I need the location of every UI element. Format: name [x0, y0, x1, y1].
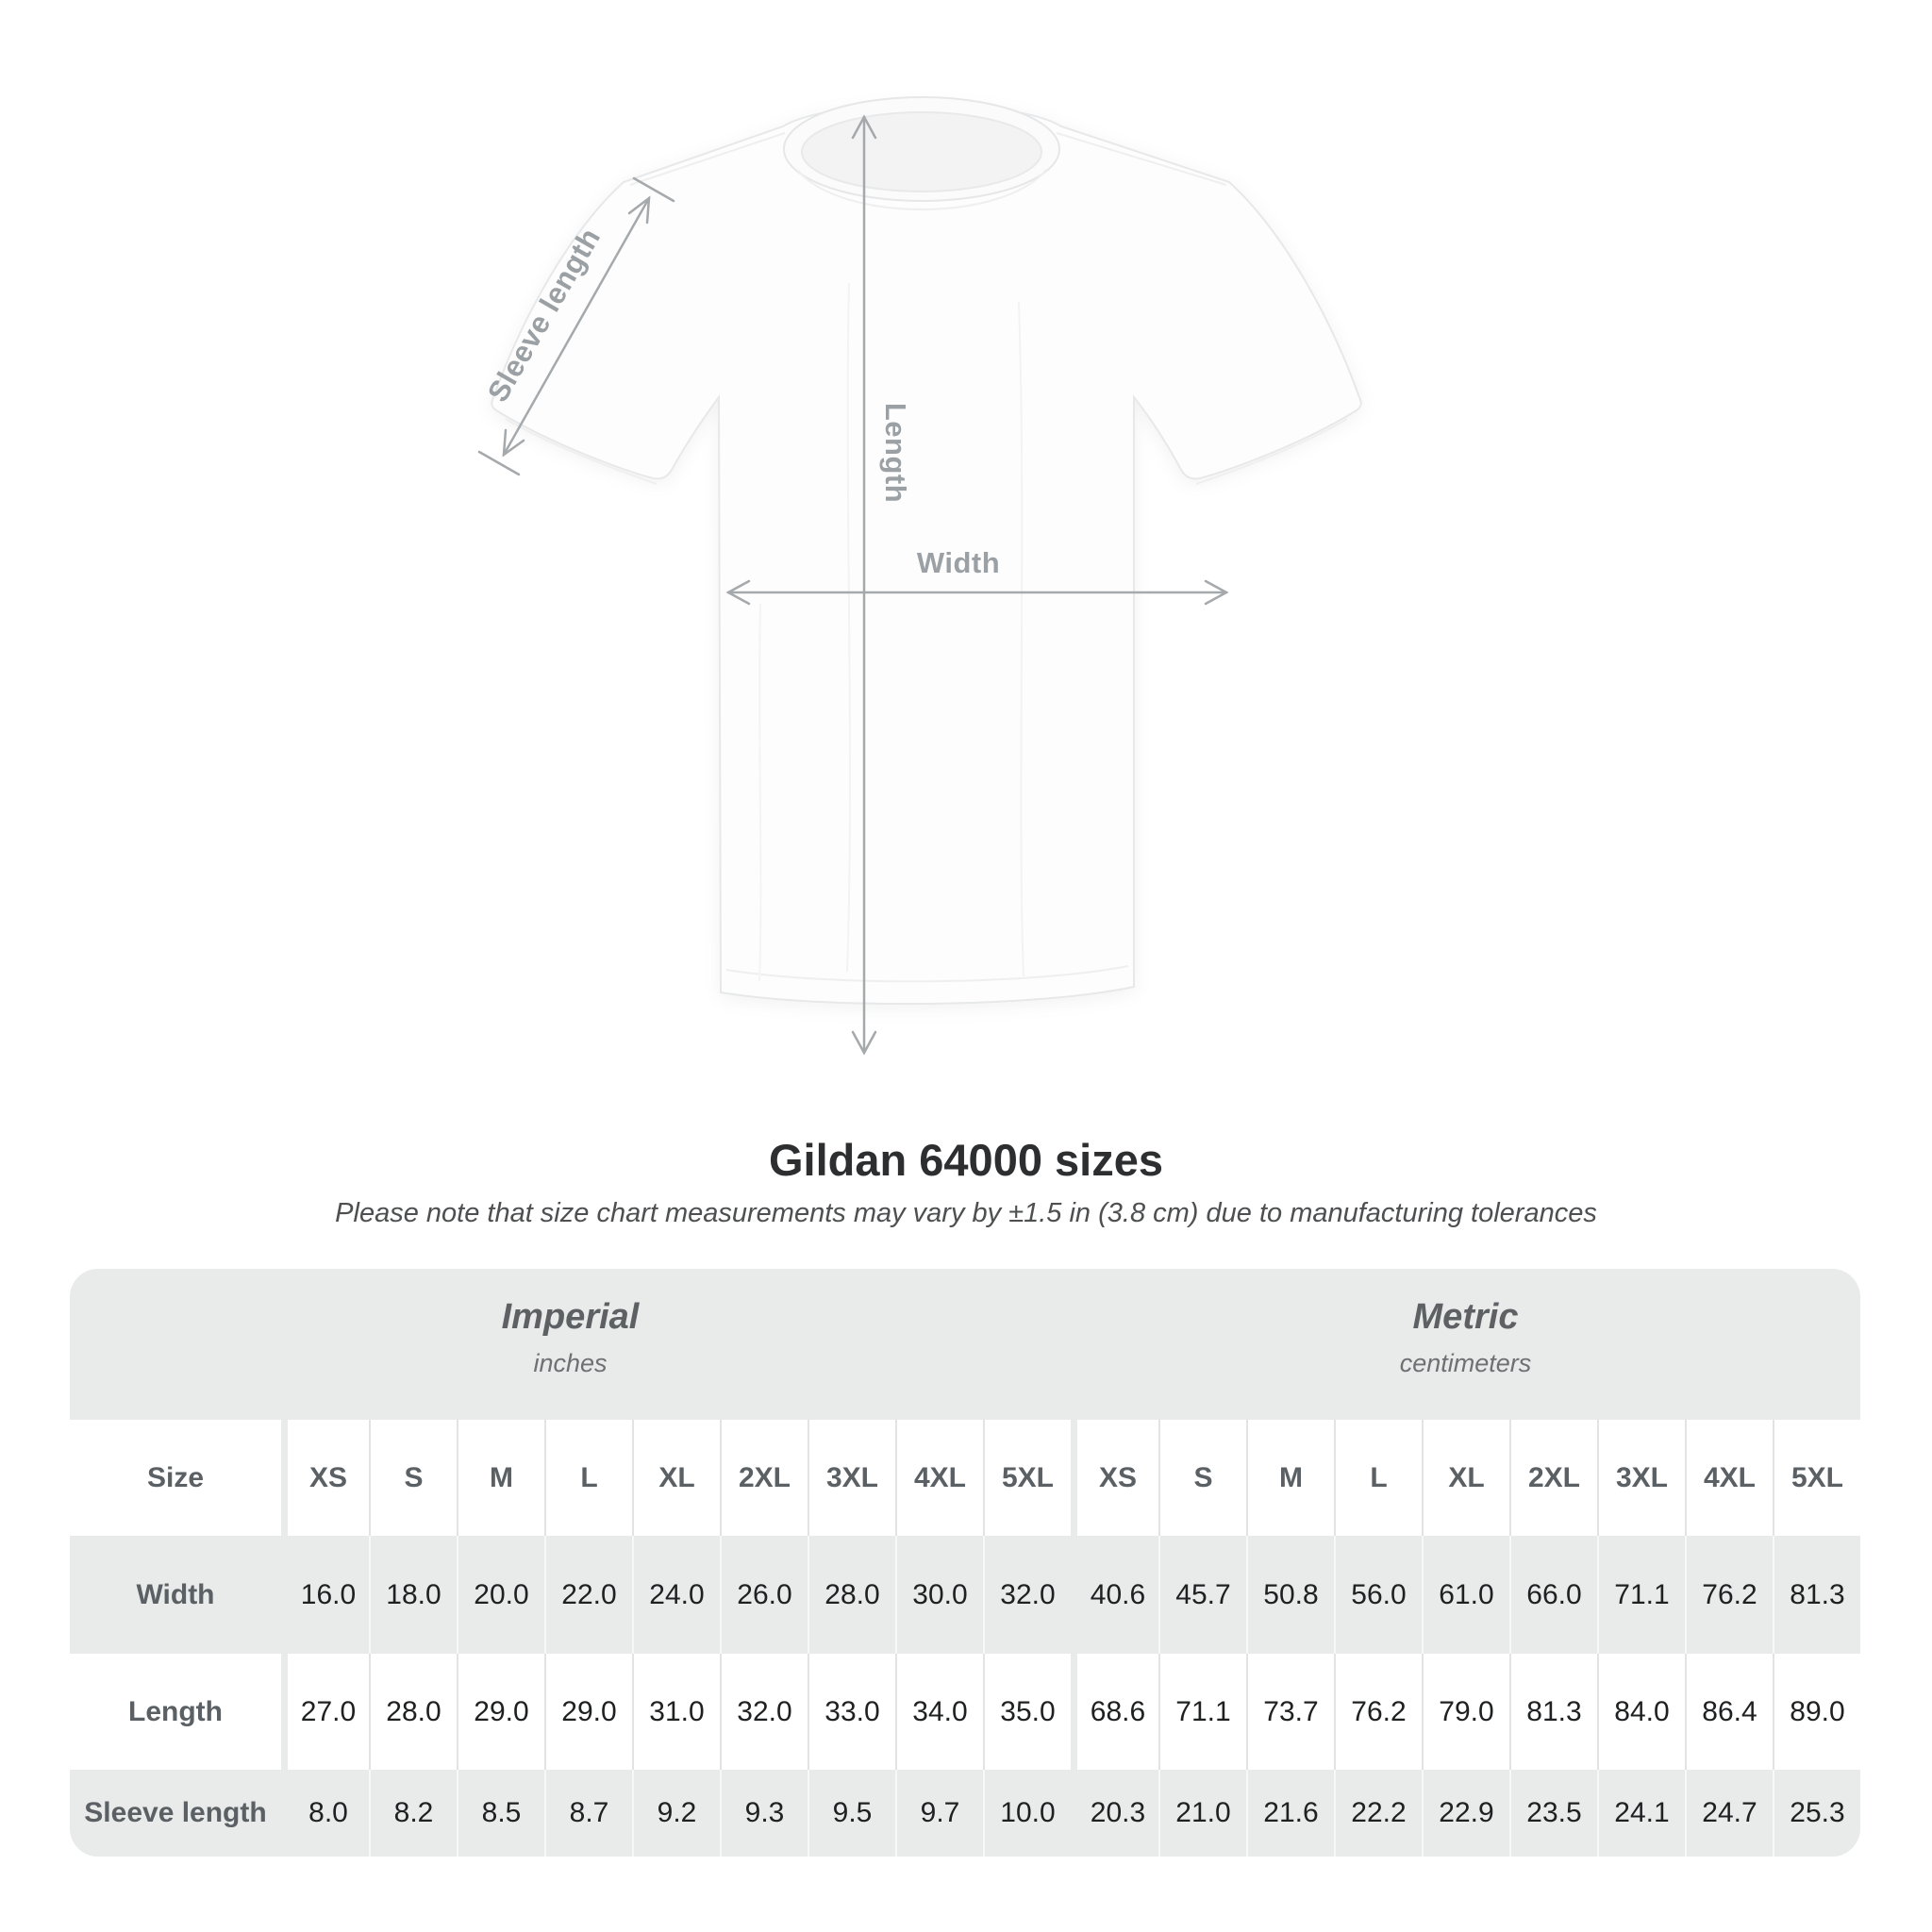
value-width-metric-xl: 61.0: [1422, 1536, 1509, 1654]
value-width-metric-5xl: 81.3: [1773, 1536, 1860, 1654]
imperial-group-title: Imperial: [501, 1297, 640, 1337]
value-sleeve-length-metric-xs: 20.3: [1071, 1770, 1158, 1857]
value-length-imperial-5xl: 35.0: [983, 1654, 1071, 1770]
value-length-metric-l: 76.2: [1334, 1654, 1422, 1770]
size-header-metric-3xl: 3XL: [1597, 1420, 1685, 1536]
value-length-metric-4xl: 86.4: [1685, 1654, 1773, 1770]
value-length-imperial-3xl: 33.0: [808, 1654, 895, 1770]
width-label: Width: [916, 546, 1001, 579]
value-width-imperial-2xl: 26.0: [720, 1536, 808, 1654]
value-sleeve-length-metric-2xl: 23.5: [1509, 1770, 1597, 1857]
table-row-sleeve-length: [70, 1770, 1860, 1857]
value-width-imperial-xl: 24.0: [632, 1536, 720, 1654]
size-header-metric-xs: XS: [1071, 1420, 1158, 1536]
size-header-metric-xl: XL: [1422, 1420, 1509, 1536]
size-column-header: Size: [146, 1461, 205, 1493]
value-sleeve-length-imperial-m: 8.5: [457, 1770, 544, 1857]
sleeve-length-label: Sleeve length: [480, 222, 608, 408]
value-width-imperial-s: 18.0: [369, 1536, 457, 1654]
value-width-metric-s: 45.7: [1158, 1536, 1246, 1654]
value-sleeve-length-metric-s: 21.0: [1158, 1770, 1246, 1857]
value-length-imperial-xl: 31.0: [632, 1654, 720, 1770]
size-header-metric-4xl: 4XL: [1685, 1420, 1773, 1536]
row-label-sleeve-length: Sleeve length: [84, 1797, 267, 1828]
value-length-metric-xl: 79.0: [1422, 1654, 1509, 1770]
value-length-metric-m: 73.7: [1246, 1654, 1334, 1770]
table-body: [70, 1536, 1860, 1857]
value-sleeve-length-imperial-l: 8.7: [544, 1770, 632, 1857]
value-sleeve-length-imperial-3xl: 9.5: [808, 1770, 895, 1857]
size-header-metric-m: M: [1246, 1420, 1334, 1536]
value-sleeve-length-metric-5xl: 25.3: [1773, 1770, 1860, 1857]
value-width-metric-2xl: 66.0: [1509, 1536, 1597, 1654]
size-header-imperial-m: M: [457, 1420, 544, 1536]
value-length-imperial-l: 29.0: [544, 1654, 632, 1770]
value-width-metric-m: 50.8: [1246, 1536, 1334, 1654]
size-header-metric-s: S: [1158, 1420, 1246, 1536]
size-chart-table: [70, 1269, 1860, 1857]
page-title: Gildan 64000 sizes: [768, 1135, 1164, 1185]
value-length-imperial-4xl: 34.0: [895, 1654, 983, 1770]
value-sleeve-length-imperial-2xl: 9.3: [720, 1770, 808, 1857]
table-header-row: [70, 1420, 1860, 1536]
value-length-metric-3xl: 84.0: [1597, 1654, 1685, 1770]
value-sleeve-length-metric-xl: 22.9: [1422, 1770, 1509, 1857]
value-length-metric-s: 71.1: [1158, 1654, 1246, 1770]
value-sleeve-length-imperial-xs: 8.0: [281, 1770, 369, 1857]
imperial-group-header: [70, 1269, 1071, 1420]
size-header-imperial-5xl: 5XL: [983, 1420, 1071, 1536]
value-width-imperial-l: 22.0: [544, 1536, 632, 1654]
table-row-length: [70, 1654, 1860, 1770]
value-sleeve-length-metric-3xl: 24.1: [1597, 1770, 1685, 1857]
size-header-metric-5xl: 5XL: [1773, 1420, 1860, 1536]
size-header-metric-2xl: 2XL: [1509, 1420, 1597, 1536]
size-header-imperial-xl: XL: [632, 1420, 720, 1536]
size-header-imperial-s: S: [369, 1420, 457, 1536]
value-width-imperial-m: 20.0: [457, 1536, 544, 1654]
value-width-imperial-4xl: 30.0: [895, 1536, 983, 1654]
value-sleeve-length-metric-l: 22.2: [1334, 1770, 1422, 1857]
value-sleeve-length-metric-4xl: 24.7: [1685, 1770, 1773, 1857]
value-width-metric-3xl: 71.1: [1597, 1536, 1685, 1654]
value-width-imperial-3xl: 28.0: [808, 1536, 895, 1654]
size-header-imperial-l: L: [544, 1420, 632, 1536]
value-width-imperial-xs: 16.0: [281, 1536, 369, 1654]
value-sleeve-length-imperial-xl: 9.2: [632, 1770, 720, 1857]
tolerance-note: Please note that size chart measurements may vary by ±1.5 in (3.8 cm) due to manufacturing tolerances: [335, 1198, 1597, 1228]
value-sleeve-length-imperial-5xl: 10.0: [983, 1770, 1071, 1857]
value-sleeve-length-imperial-s: 8.2: [369, 1770, 457, 1857]
value-length-imperial-s: 28.0: [369, 1654, 457, 1770]
metric-group-header: [1071, 1269, 1860, 1420]
value-length-imperial-xs: 27.0: [281, 1654, 369, 1770]
value-width-metric-4xl: 76.2: [1685, 1536, 1773, 1654]
size-header-imperial-xs: XS: [281, 1420, 369, 1536]
row-label-length: Length: [128, 1695, 223, 1727]
length-label: Length: [879, 402, 912, 504]
imperial-group-unit: inches: [533, 1349, 608, 1377]
value-length-imperial-m: 29.0: [457, 1654, 544, 1770]
value-length-metric-xs: 68.6: [1071, 1654, 1158, 1770]
size-header-imperial-3xl: 3XL: [808, 1420, 895, 1536]
size-header-metric-l: L: [1334, 1420, 1422, 1536]
size-header-imperial-2xl: 2XL: [720, 1420, 808, 1536]
value-width-metric-xs: 40.6: [1071, 1536, 1158, 1654]
value-length-metric-2xl: 81.3: [1509, 1654, 1597, 1770]
value-sleeve-length-metric-m: 21.6: [1246, 1770, 1334, 1857]
unit-group-header: [70, 1269, 1860, 1420]
metric-group-title: Metric: [1412, 1297, 1519, 1337]
metric-group-unit: centimeters: [1399, 1349, 1532, 1377]
value-sleeve-length-imperial-4xl: 9.7: [895, 1770, 983, 1857]
value-width-metric-l: 56.0: [1334, 1536, 1422, 1654]
row-label-width: Width: [136, 1578, 215, 1610]
value-length-imperial-2xl: 32.0: [720, 1654, 808, 1770]
size-header-imperial-4xl: 4XL: [895, 1420, 983, 1536]
value-width-imperial-5xl: 32.0: [983, 1536, 1071, 1654]
table-row-width: [70, 1536, 1860, 1654]
value-length-metric-5xl: 89.0: [1773, 1654, 1860, 1770]
